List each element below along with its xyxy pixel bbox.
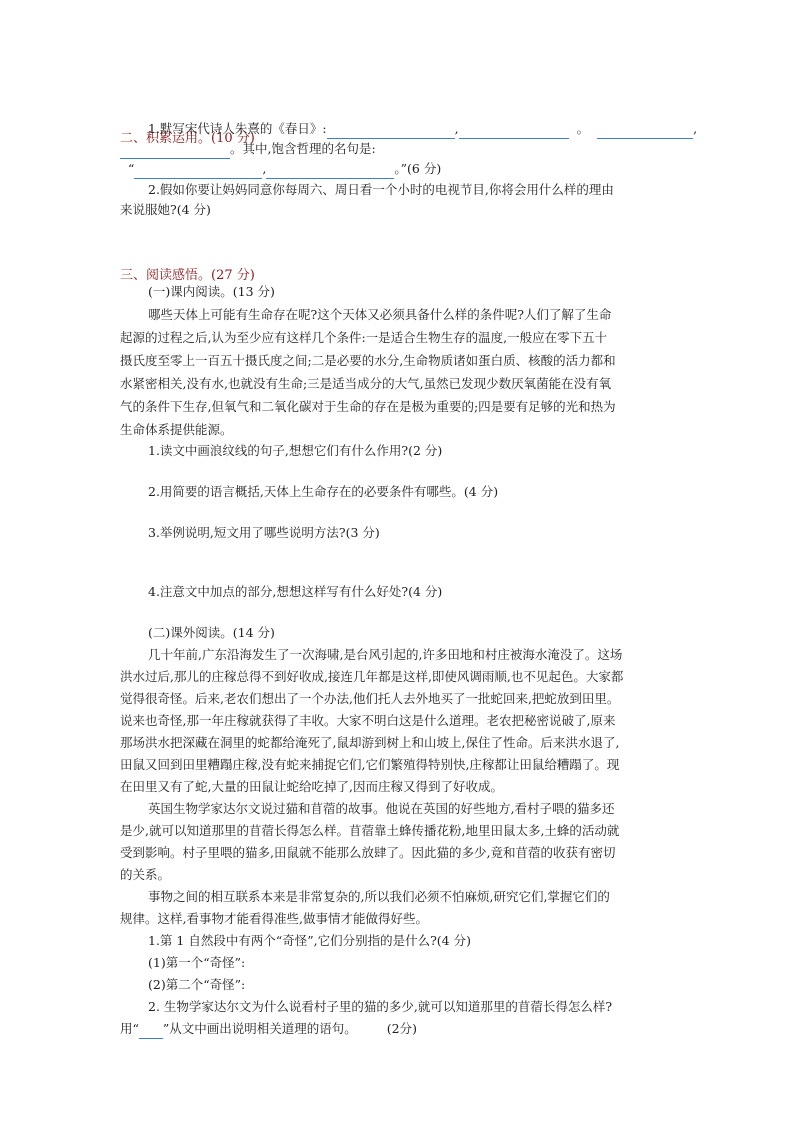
inner-question-1: 1.读文中画浪纹线的句子,想想它们有什么作用?(2 分) xyxy=(148,443,443,458)
question-2-1-text-c: 。”(6 分) xyxy=(394,161,442,176)
outer-passage-line: 田鼠又回到田里糟蹋庄稼,没有蛇来捕捉它们,它们繁殖得特别快,庄稼都让田鼠给糟蹋了。现 xyxy=(120,757,620,772)
section-2-title: 二、积累运用。(10 分) xyxy=(120,131,255,146)
outer-passage-line: 的关系。 xyxy=(120,867,171,882)
outer-passage-line: 说来也奇怪,那一年庄稼就获得了丰收。大家不明白这是什么道理。老农把秘密说破了,原来 xyxy=(120,713,616,728)
question-2-1-line-2 xyxy=(120,139,376,159)
inner-passage-line: 水紧密相关,没有水,也就没有生命;三是适当成分的大气,虽然已发现少数厌氧菌能在没有氧 xyxy=(120,376,612,391)
outer-passage-line: 那场洪水把深藏在洞里的蛇都给淹死了,鼠却游到树上和山坡上,保住了性命。后来洪水退了, xyxy=(120,735,620,750)
outer-question-2-text: ”从文中画出说明相关道理的语句。 xyxy=(162,1021,357,1036)
quote-mark: 用“ xyxy=(120,1021,139,1036)
outer-question-1: 1.第 1 自然段中有两个“奇怪”,它们分别指的是什么?(4 分) xyxy=(148,933,471,948)
inner-passage-line: 气的条件下生存,但氧气和二氧化碳对于生命的存在是极为重要的;四是要有足够的光和热为 xyxy=(120,399,616,414)
inner-passage-line: 起源的过程之后,认为至少应有这样几个条件:一是适合生物生存的温度,一般应在零下五十 xyxy=(120,330,608,345)
outer-passage-line: 在田里又有了蛇,大量的田鼠让蛇给吃掉了,因而庄稼又得到了好收成。 xyxy=(120,779,503,794)
outer-passage-line: 事物之间的相互联系本来是非常复杂的,所以我们必须不怕麻烦,研究它们,掌握它们的 xyxy=(148,889,610,904)
inner-passage-line: 哪些天体上可能有生命存在呢?这个天体又必须具备什么样的条件呢?人们了解了生命 xyxy=(148,307,612,322)
outer-passage-line: 英国生物学家达尔文说过猫和苜蓿的故事。他说在英国的好些地方,看村子喂的猫多还 xyxy=(148,801,615,816)
outer-question-2-line-1: 2. 生物学家达尔文为什么说看村子里的猫的多少,就可以知道那里的苜蓿长得怎么样? xyxy=(148,999,613,1014)
question-2-1-text: 1.默写宋代诗人朱熹的《春日》: xyxy=(148,121,327,136)
outer-question-2-line-2 xyxy=(120,1019,417,1039)
question-2-1-line-1 xyxy=(148,119,697,139)
punct: , xyxy=(262,161,267,176)
score-label: (2分) xyxy=(386,1021,418,1036)
inner-passage-line: 生命体系提供能源。 xyxy=(120,422,233,437)
outer-reading-title: (二)课外阅读。(14 分) xyxy=(148,625,275,640)
inner-question-4: 4.注意文中加点的部分,想想这样写有什么好处?(4 分) xyxy=(148,584,443,599)
outer-passage-line: 几十年前,广东沿海发生了一次海啸,是台风引起的,许多田地和村庄被海水淹没了。这场 xyxy=(148,647,623,662)
answer-blank[interactable] xyxy=(266,164,394,179)
outer-passage-line: 规律。这样,看事物才能看得准些,做事情才能做得好些。 xyxy=(120,911,428,926)
punct: , xyxy=(693,121,698,136)
answer-blank[interactable] xyxy=(327,124,455,139)
answer-blank[interactable] xyxy=(134,164,262,179)
outer-question-1-part-1: (1)第一个“奇怪”: xyxy=(148,955,246,970)
answer-blank[interactable] xyxy=(139,1024,163,1039)
question-2-1-text-b: 。其中,饱含哲理的名句是: xyxy=(230,141,376,156)
outer-passage-line: 是少,就可以知道那里的苜蓿长得怎么样。苜蓿靠土蜂传播花粉,地里田鼠太多,土蜂的活动就 xyxy=(120,823,620,838)
answer-blank[interactable] xyxy=(459,124,569,139)
inner-reading-title: (一)课内阅读。(13 分) xyxy=(148,284,275,299)
question-2-1-line-3 xyxy=(128,159,441,179)
answer-blank[interactable] xyxy=(597,124,693,139)
punct: , xyxy=(454,121,459,136)
quote-mark: “ xyxy=(128,161,135,176)
question-2-2-line-2: 来说服她?(4 分) xyxy=(120,202,211,217)
outer-question-1-part-2: (2)第二个“奇怪”: xyxy=(148,977,246,992)
section-3-title: 三、阅读感悟。(27 分) xyxy=(120,268,255,283)
inner-passage-line: 摄氏度至零上一百五十摄氏度之间;二是必要的水分,生命物质诸如蛋白质、核酸的活力都和 xyxy=(120,353,616,368)
outer-passage-line: 受到影响。村子里喂的猫多,田鼠就不能那么放肆了。因此猫的多少,竟和苜蓿的收获有密切 xyxy=(120,845,616,860)
inner-question-3: 3.举例说明,短文用了哪些说明方法?(3 分) xyxy=(148,525,380,540)
question-2-2-line-1: 2.假如你要让妈妈同意你每周六、周日看一个小时的电视节目,你将会用什么样的理由 xyxy=(148,182,614,197)
outer-passage-line: 觉得很奇怪。后来,老农们想出了一个办法,他们托人去外地买了一批蛇回来,把蛇放到田里。 xyxy=(120,691,620,706)
answer-blank[interactable] xyxy=(120,144,230,159)
inner-question-2: 2.用简要的语言概括,天体上生命存在的必要条件有哪些。(4 分) xyxy=(148,484,499,499)
outer-passage-line: 洪水过后,那儿的庄稼总得不到好收成,接连几年都是这样,即使风调雨顺,也不见起色。大家都 xyxy=(120,669,624,684)
punct: 。 xyxy=(576,121,590,136)
